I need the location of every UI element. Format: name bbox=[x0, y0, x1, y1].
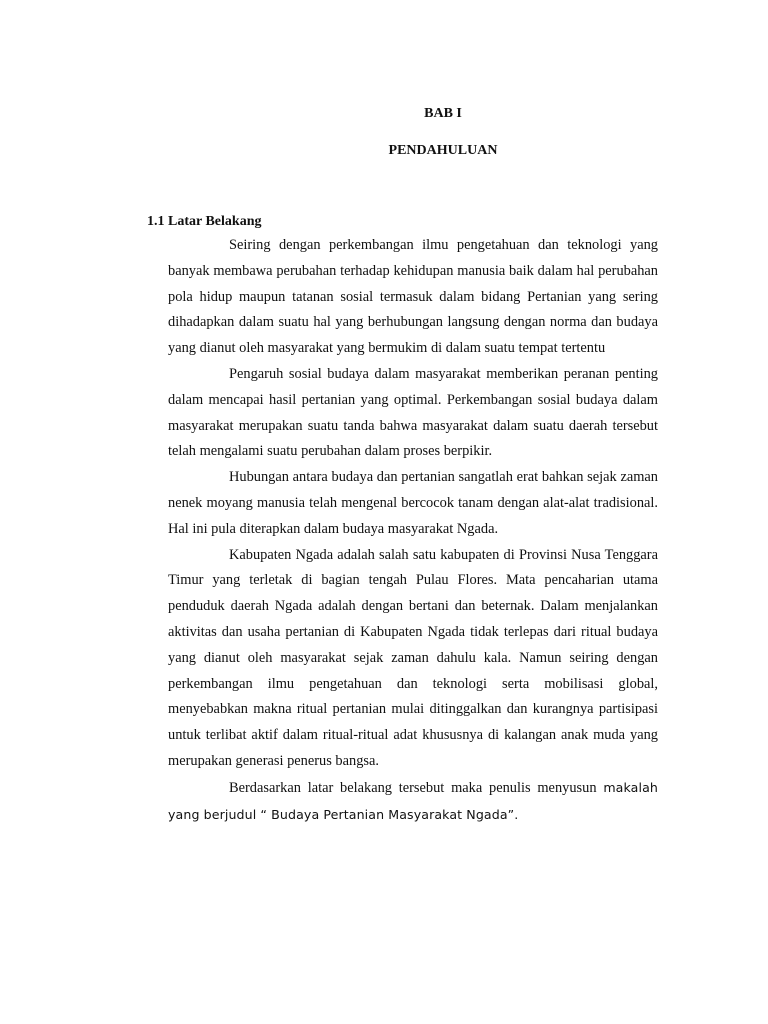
body-text bbox=[168, 233, 658, 828]
paragraph-4: Kabupaten Ngada adalah salah satu kabupaten di Provinsi Nusa Tenggara Timur yang terletak di bagian tengah Pulau Flores. Mata pencaharian utama penduduk daerah Ngada adalah dengan bertani dan beternak. Dalam menjalankan aktivitas dan usaha pertanian di Kabupaten Ngada tidak terlepas dari ritual budaya yang dianut oleh masyarakat sejak zaman dahulu kala. Namun seiring dengan perkembangan ilmu pengetahuan dan teknologi serta mobilisasi global, menyebabkan makna ritual pertanian mulai ditinggalkan dan kurangnya partisipasi untuk terlibat aktif dalam ritual-ritual adat khususnya di kalangan anak muda yang merupakan generasi penerus bangsa. bbox=[168, 546, 658, 769]
paragraph-5-end: makalah yang berjudul “ Budaya Pertanian Masyarakat Ngada”. bbox=[168, 779, 658, 822]
paragraph-5-start: Berdasarkan latar belakang tersebut maka penulis menyusun bbox=[229, 779, 597, 796]
paragraph-2: Pengaruh sosial budaya dalam masyarakat memberikan peranan penting dalam mencapai hasil pertanian yang optimal. Perkembangan sosial budaya dalam masyarakat merupakan suatu tanda bahwa masyarakat dalam suatu daerah tersebut telah mengalami suatu perubahan dalam proses berpikir. bbox=[168, 365, 658, 460]
paragraph-1: Seiring dengan perkembangan ilmu pengetahuan dan teknologi yang banyak membawa perubahan terhadap kehidupan manusia baik dalam hal perubahan pola hidup maupun tatanan sosial termasuk dalam bidang Pertanian yang sering dihadapkan dalam suatu hal yang berhubungan langsung dengan norma dan budaya yang dianut oleh masyarakat yang bermukim di dalam suatu tempat tertentu bbox=[168, 237, 658, 357]
paragraph-3: Hubungan antara budaya dan pertanian sangatlah erat bahkan sejak zaman nenek moyang manusia telah mengenal bercocok tanam dengan alat-alat tradisional. Hal ini pula diterapkan dalam budaya masyarakat Ngada. bbox=[168, 469, 658, 537]
section-heading: 1.1 Latar Belakang bbox=[147, 214, 262, 229]
paragraph-5 bbox=[168, 775, 658, 829]
chapter-number: BAB I bbox=[424, 106, 462, 121]
chapter-title: PENDAHULUAN bbox=[388, 143, 498, 158]
